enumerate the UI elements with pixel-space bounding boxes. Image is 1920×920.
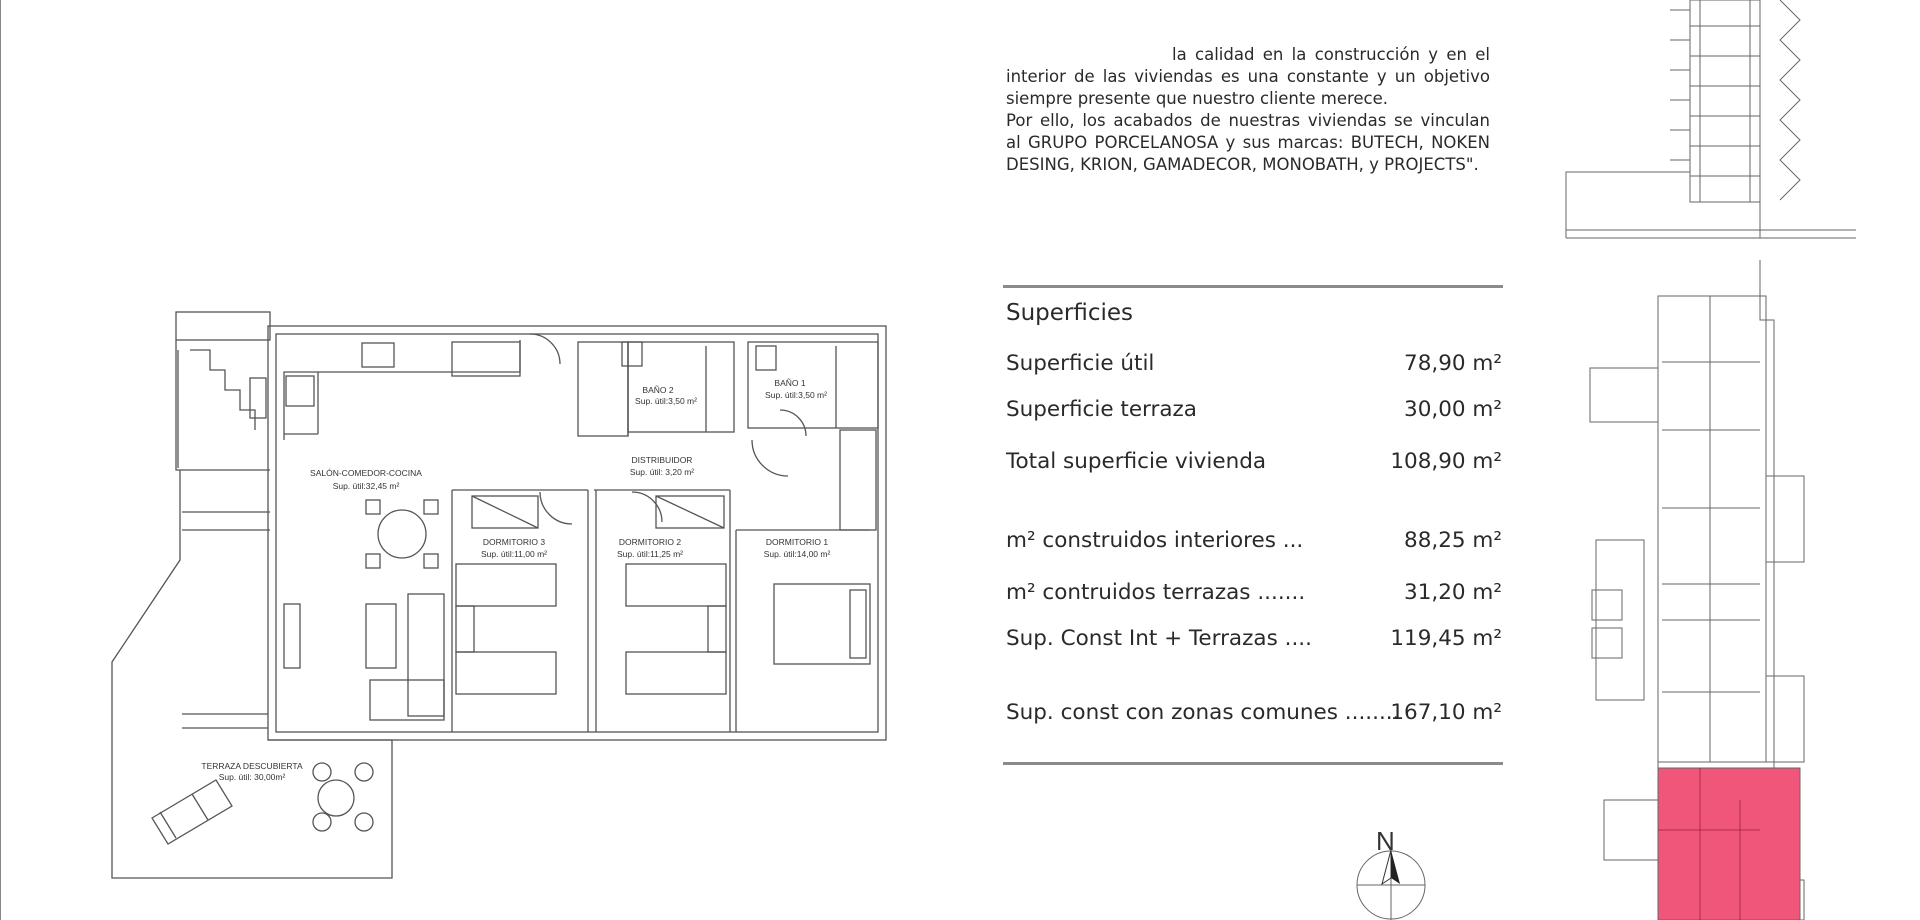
- row-label: m² contruidos terrazas .......: [1006, 580, 1306, 605]
- bano2-name: BAÑO 2: [642, 385, 674, 395]
- building-elevation: [1566, 0, 1856, 238]
- bano2-area: Sup. útil:3,50 m²: [635, 396, 697, 406]
- row-value: 78,90 m²: [1404, 351, 1502, 376]
- distribuidor-area: Sup. útil: 3,20 m²: [629, 467, 695, 477]
- row-label: Sup. const con zonas comunes ........: [1006, 700, 1400, 725]
- compass-icon: [1357, 826, 1425, 920]
- distribuidor-name: DISTRIBUIDOR: [631, 455, 693, 465]
- terraza-name: TERRAZA DESCUBIERTA: [201, 761, 303, 771]
- compass-label: N: [1376, 826, 1395, 856]
- dorm1-area: Sup. útil:14,00 m²: [763, 549, 831, 559]
- salon-area: Sup. útil:32,45 m²: [332, 481, 400, 491]
- bano1-area: Sup. útil:3,50 m²: [765, 390, 827, 400]
- dorm3-area: Sup. útil:11,00 m²: [481, 549, 547, 559]
- row-label: Superficie útil: [1006, 351, 1155, 376]
- row-label: Superficie terraza: [1006, 397, 1197, 422]
- row-label: m² construidos interiores ...: [1006, 528, 1304, 553]
- bano1-name: BAÑO 1: [774, 378, 806, 388]
- salon-name: SALÓN-COMEDOR-COCINA: [310, 468, 422, 478]
- dorm3-name: DORMITORIO 3: [482, 537, 546, 547]
- row-value: 88,25 m²: [1404, 528, 1502, 553]
- intro-paragraph-2: Por ello, los acabados de nuestras viviendas se vinculan al GRUPO PORCELANOSA y sus marcas: BUTECH, NOKEN DESING, KRION, GAMADECOR, MONOBATH, y PROJECTS".: [1006, 111, 1490, 174]
- surfaces-title: Superficies: [1006, 300, 1134, 326]
- row-value: 119,45 m²: [1390, 626, 1502, 651]
- dorm2-name: DORMITORIO 2: [618, 537, 682, 547]
- row-value: 167,10 m²: [1390, 700, 1502, 725]
- row-value: 108,90 m²: [1390, 449, 1502, 474]
- unit-highlight: [1658, 768, 1800, 920]
- dorm1-name: DORMITORIO 1: [765, 537, 829, 547]
- intro-paragraph-1: la calidad en la construcción y en el interior de las viviendas es una constante y un objetivo siempre presente que nuestro cliente merece.: [1006, 45, 1490, 108]
- row-value: 30,00 m²: [1404, 397, 1502, 422]
- terraza-area: Sup. útil: 30,00m²: [218, 772, 286, 782]
- row-value: 31,20 m²: [1404, 580, 1502, 605]
- row-label: Total superficie vivienda: [1006, 449, 1267, 474]
- dorm2-area: Sup. útil:11,25 m²: [617, 549, 683, 559]
- row-label: Sup. Const Int + Terrazas ....: [1006, 626, 1312, 651]
